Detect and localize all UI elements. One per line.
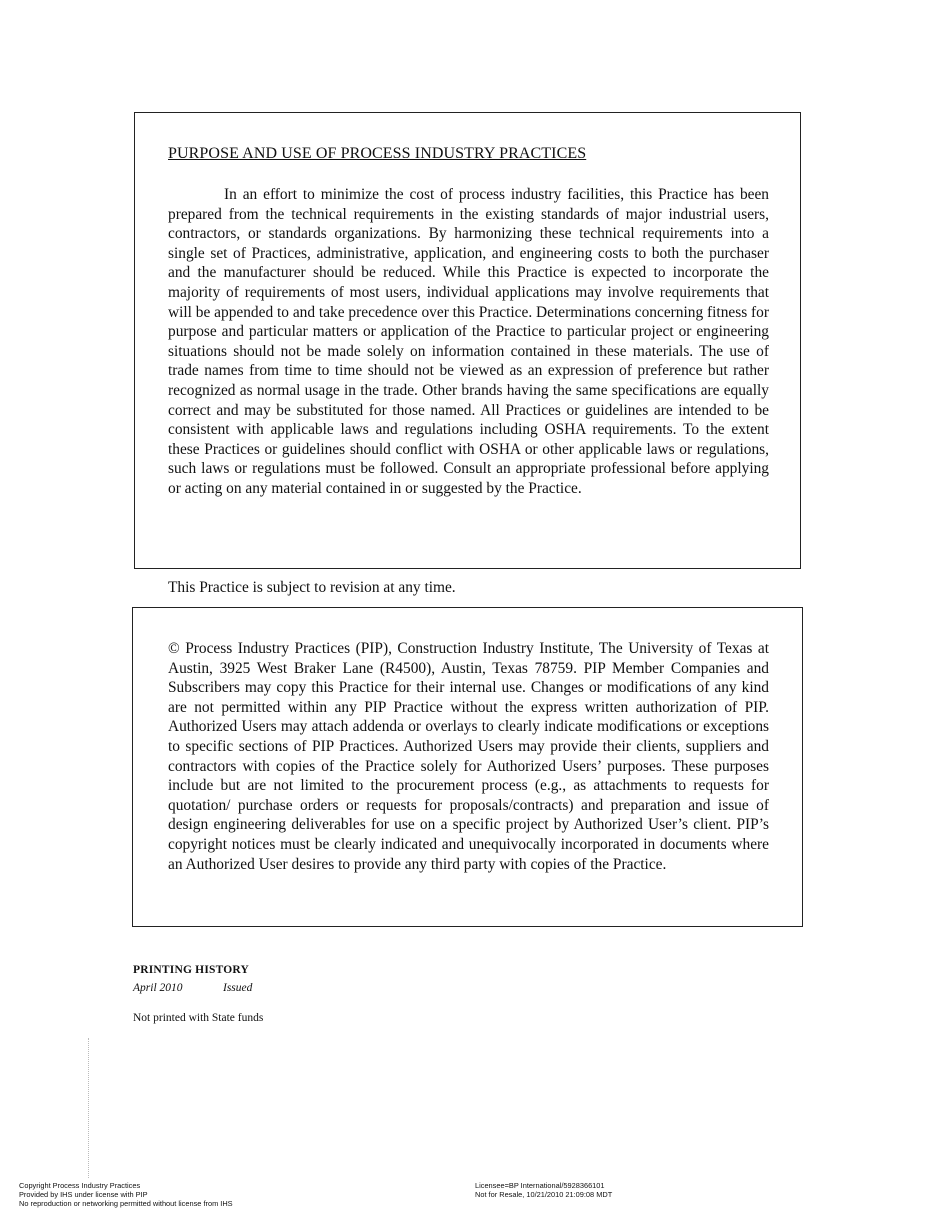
- printing-history-title: PRINTING HISTORY: [133, 964, 250, 976]
- purpose-box: [134, 112, 801, 569]
- copyright-box: [132, 607, 803, 927]
- printing-history-date: April 2010: [133, 982, 183, 994]
- margin-dots: [88, 1038, 90, 1178]
- purpose-heading: PURPOSE AND USE OF PROCESS INDUSTRY PRACTICES: [168, 145, 587, 162]
- footer-right-line: Not for Resale, 10/21/2010 21:09:08 MDT: [475, 1190, 613, 1199]
- state-funds-note: Not printed with State funds: [133, 1012, 264, 1024]
- footer-left: [19, 1181, 233, 1208]
- footer-left-line: No reproduction or networking permitted without license from IHS: [19, 1199, 233, 1208]
- revision-note: This Practice is subject to revision at any time.: [168, 579, 456, 596]
- footer-left-line: Copyright Process Industry Practices: [19, 1181, 141, 1190]
- printing-history-row: [133, 982, 252, 994]
- copyright-paragraph: © Process Industry Practices (PIP), Construction Industry Institute, The University of Texas at Austin, 3925 West Braker Lane (R4500), Austin, Texas 78759. PIP Member Companies and Subscribers may copy this Practice for their internal use. Changes or modifications of any kind are not permitted within any PIP Practice without the express written authorization of PIP. Authorized Users may attach addenda or overlays to clearly indicate modifications or exceptions to specific sections of PIP Practices. Authorized Users may provide their clients, suppliers and contractors with copies of the Practice solely for Authorized Users’ purposes. These purposes include but are not limited to the procurement process (e.g., as attachments to requests for quotation/ purchase orders or requests for proposals/contracts) and preparation and issue of design engineering deliverables for use on a specific project by Authorized User’s client. PIP’s copyright notices must be clearly indicated and unequivocally incorporated in documents where an Authorized User desires to provide any third party with copies of the Practice.: [168, 640, 769, 873]
- footer-right-line: Licensee=BP International/5928366101: [475, 1181, 605, 1190]
- purpose-paragraph: In an effort to minimize the cost of process industry facilities, this Practice has been prepared from the technical requirements in the existing standards of major industrial users, contractors, or standards organizations. By harmonizing these technical requirements into a single set of Practices, administrative, application, and engineering costs to both the purchaser and the manufacturer should be reduced. While this Practice is expected to incorporate the majority of requirements of most users, individual applications may involve requirements that will be appended to and take precedence over this Practice. Determinations concerning fitness for purpose and particular matters or application of the Practice to particular project or engineering situations should not be made solely on information contained in these materials. The use of trade names from time to time should not be viewed as an expression of preference but rather recognized as normal usage in the trade. Other brands having the same specifications are equally correct and may be substituted for those named. All Practices or guidelines are intended to be consistent with applicable laws and regulations including OSHA requirements. To the extent these Practices or guidelines should conflict with OSHA or other applicable laws or regulations, such laws or regulations must be followed. Consult an appropriate professional before applying or acting on any material contained in or suggested by the Practice.: [168, 186, 769, 497]
- printing-history-status: Issued: [223, 982, 253, 994]
- footer-left-line: Provided by IHS under license with PIP: [19, 1190, 148, 1199]
- footer-right: [475, 1181, 612, 1199]
